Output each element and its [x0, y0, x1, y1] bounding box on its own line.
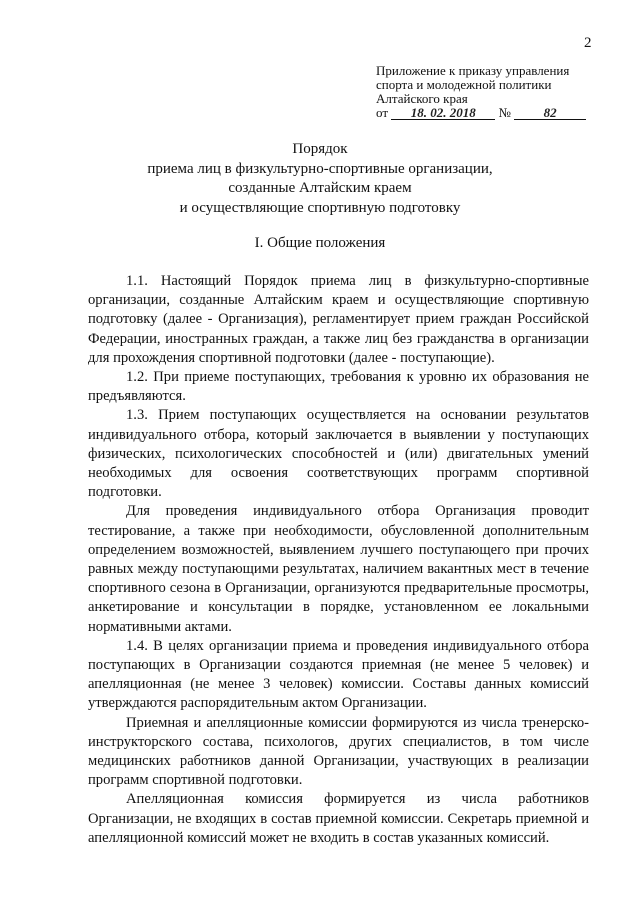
paragraph-appeal: Апелляционная комиссия формируется из числа работников Организации, не входящих в состав приемной комиссии. Секретарь приемной и апелляционной комиссий может не входить в состав указанных комиссий. [88, 791, 589, 846]
paragraph-1-3: 1.3. Прием поступающих осуществляется на основании результатов индивидуального отбора, который заключается в выявлении у поступающих физических, психологических способностей и (или) двигательных умений необходимых для освоения соответствующих программ спортивной подготовки. [88, 407, 589, 501]
date-prefix: от [376, 105, 389, 120]
paragraph-1-1: 1.1. Настоящий Порядок приема лиц в физкультурно-спортивные организации, созданные Алтайским краем и осуществляющие спортивную подготовку (далее - Организация), регламентирует прием граждан Российской Федерации, иностранных граждан, а также лиц без гражданства в организации для прохождения спортивной подготовки (далее - поступающие). [88, 273, 589, 366]
appendix-block [376, 64, 596, 120]
section-heading: I. Общие положения [254, 235, 386, 251]
appendix-date-line [376, 106, 596, 120]
title-line-2: приема лиц в физкультурно-спортивные организации, [147, 160, 493, 177]
number-prefix: № [498, 105, 511, 120]
body-text [88, 272, 589, 848]
title-line-3: созданные Алтайским краем [228, 180, 412, 196]
handwritten-date: 18. 02. 2018 [391, 106, 495, 120]
paragraph-selection: Для проведения индивидуального отбора Организация проводит тестирование, а также при необходимости, обусловленной дополнительным определением возможностей, выявлением лучшего поступающего при прочих равных между поступающими результатах, наличием вакантных мест в течение спортивного сезона в Организации, организуются предварительные просмотры, анкетирование и консультации в порядке, установленном ее локальными нормативными актами. [88, 503, 589, 635]
paragraph-1-4: 1.4. В целях организации приема и проведения индивидуального отбора поступающих в Организации создаются приемная (не менее 5 человек) и апелляционная (не менее 3 человек) комиссии. Составы данных комиссий утверждаются распорядительным актом Организации. [88, 637, 589, 712]
title-line-4: и осуществляющие спортивную подготовку [179, 199, 461, 216]
paragraph-1-2: 1.2. При приеме поступающих, требования к уровню их образования не предъявляются. [88, 369, 589, 405]
paragraph-commissions: Приемная и апелляционные комиссии формируются из числа тренерско-инструкторского состава, психологов, других специалистов, в том числе медицинских работников данной Организации, участвующих в реализации программ спортивной подготовки. [88, 714, 589, 789]
appendix-line-1: Приложение к приказу управления [376, 63, 570, 78]
page-number: 2 [584, 35, 592, 51]
title-line-1: Порядок [292, 141, 348, 157]
document-title [0, 140, 640, 218]
appendix-line-2: спорта и молодежной политики [376, 77, 552, 92]
handwritten-number: 82 [514, 106, 586, 120]
appendix-line-3: Алтайского края [376, 91, 468, 106]
